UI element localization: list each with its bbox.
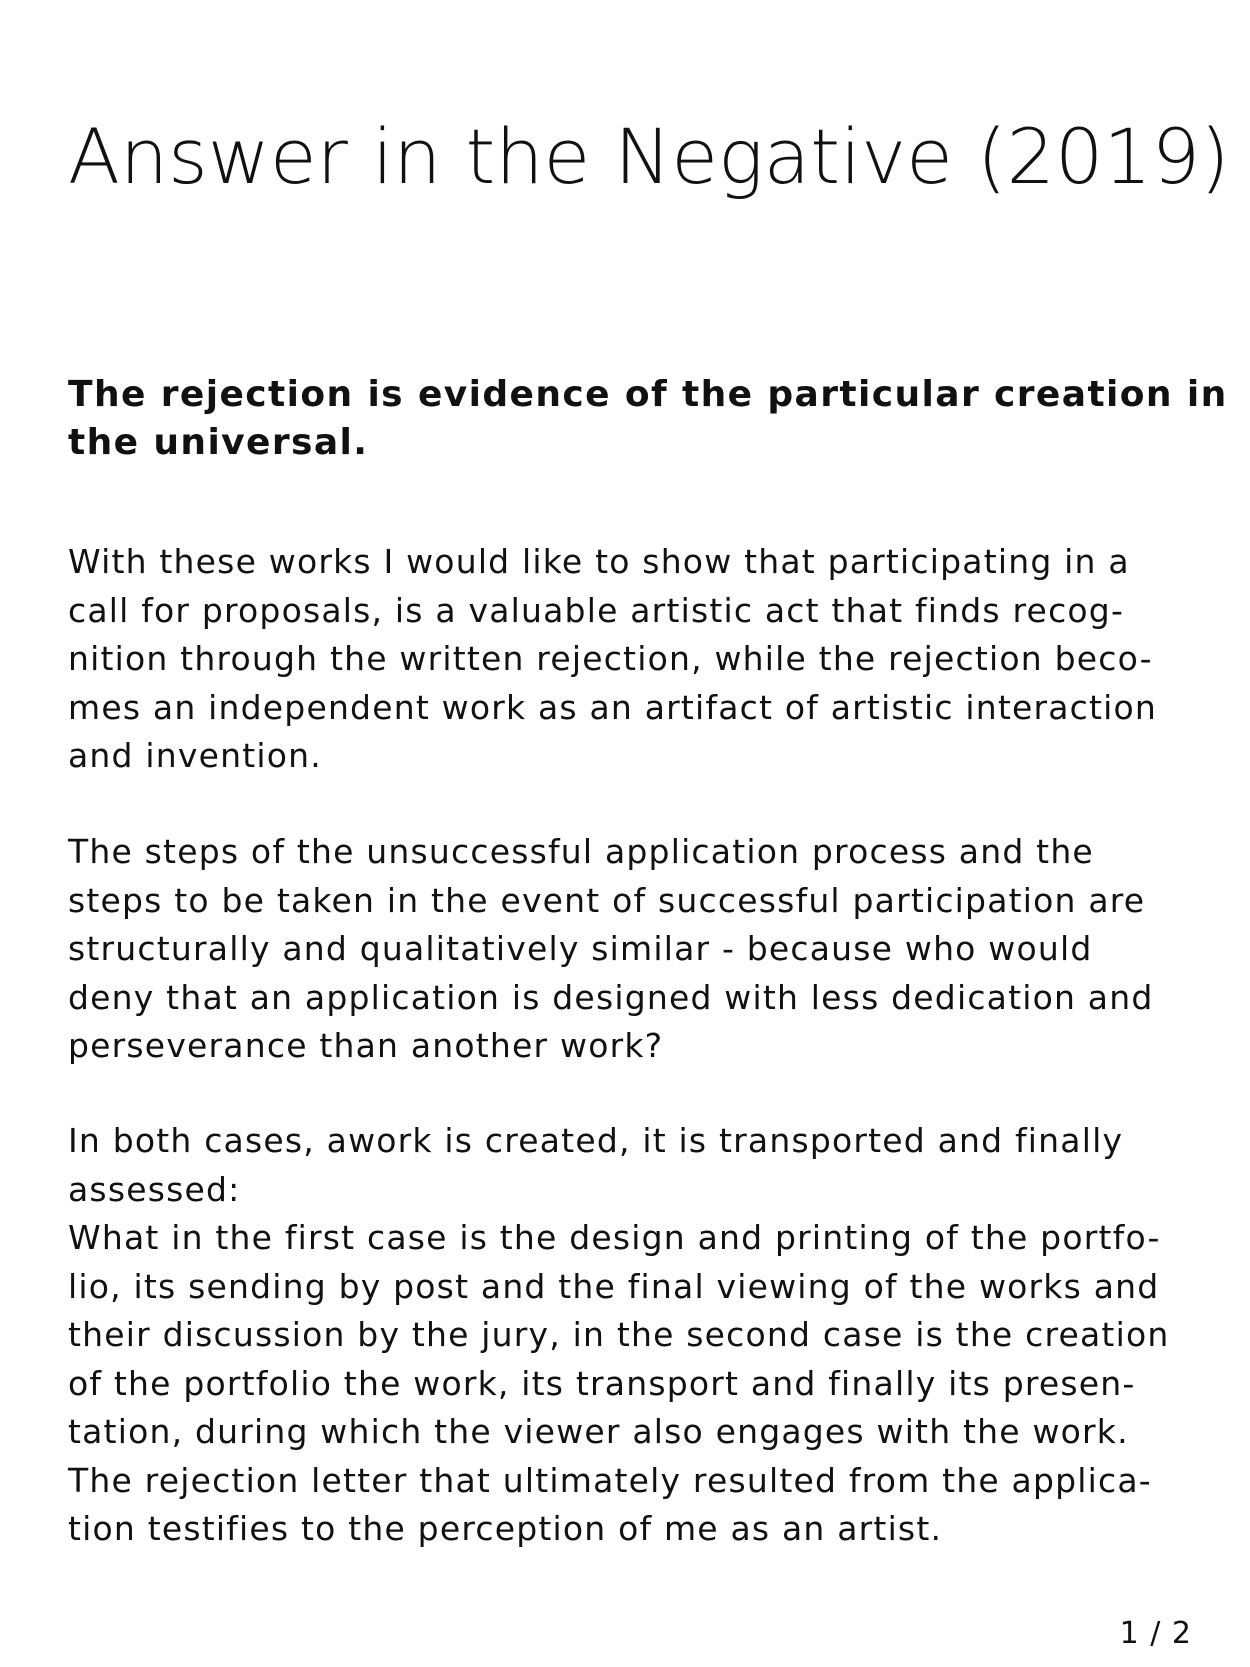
paragraph-line: lio, its sending by post and the final viewing of the works and [68,1266,1160,1306]
paragraph-line: their discussion by the jury, in the second case is the creation [68,1315,1170,1354]
lead-line: the universal. [68,422,369,463]
paragraph-line: tion testifies to the perception of me as an artist. [68,1509,943,1548]
paragraph-line: The rejection letter that ultimately resulted from the applica- [68,1460,1152,1500]
paragraph-line: mes an independent work as an artifact of artistic interaction [68,687,1158,727]
paragraph-line: nition through the written rejection, while the rejection beco- [68,639,1153,678]
body-paragraph-1 [68,538,1208,781]
paragraph-line: perseverance than another work? [68,1026,664,1065]
lead-statement [68,371,1228,467]
paragraph-line: The steps of the unsuccessful application process and the [68,832,1094,871]
page-title: Answer in the Negative (2019) [68,112,1230,201]
paragraph-line: assessed: [68,1169,241,1209]
paragraph-line: of the portfolio the work, its transport and finally its presen- [68,1363,1136,1403]
paragraph-line: deny that an application is designed with less dedication and [68,977,1154,1017]
paragraph-line: call for proposals, is a valuable artistic act that finds recog- [68,590,1125,630]
body-paragraph-3 [68,1117,1208,1554]
body-paragraph-2 [68,828,1208,1071]
page-number: 1 / 2 [1119,1616,1192,1651]
paragraph-line: tation, during which the viewer also engages with the work. [68,1412,1129,1451]
paragraph-line: In both cases, awork is created, it is transported and finally [68,1121,1124,1160]
paragraph-line: What in the first case is the design and printing of the portfo- [68,1218,1161,1257]
paragraph-line: and invention. [68,736,322,775]
paragraph-line: structurally and qualitatively similar - because who would [68,929,1093,968]
paragraph-line: steps to be taken in the event of successful participation are [68,880,1146,920]
paragraph-line: With these works I would like to show that participating in a [68,542,1130,581]
lead-line: The rejection is evidence of the particular creation in [68,374,1228,415]
